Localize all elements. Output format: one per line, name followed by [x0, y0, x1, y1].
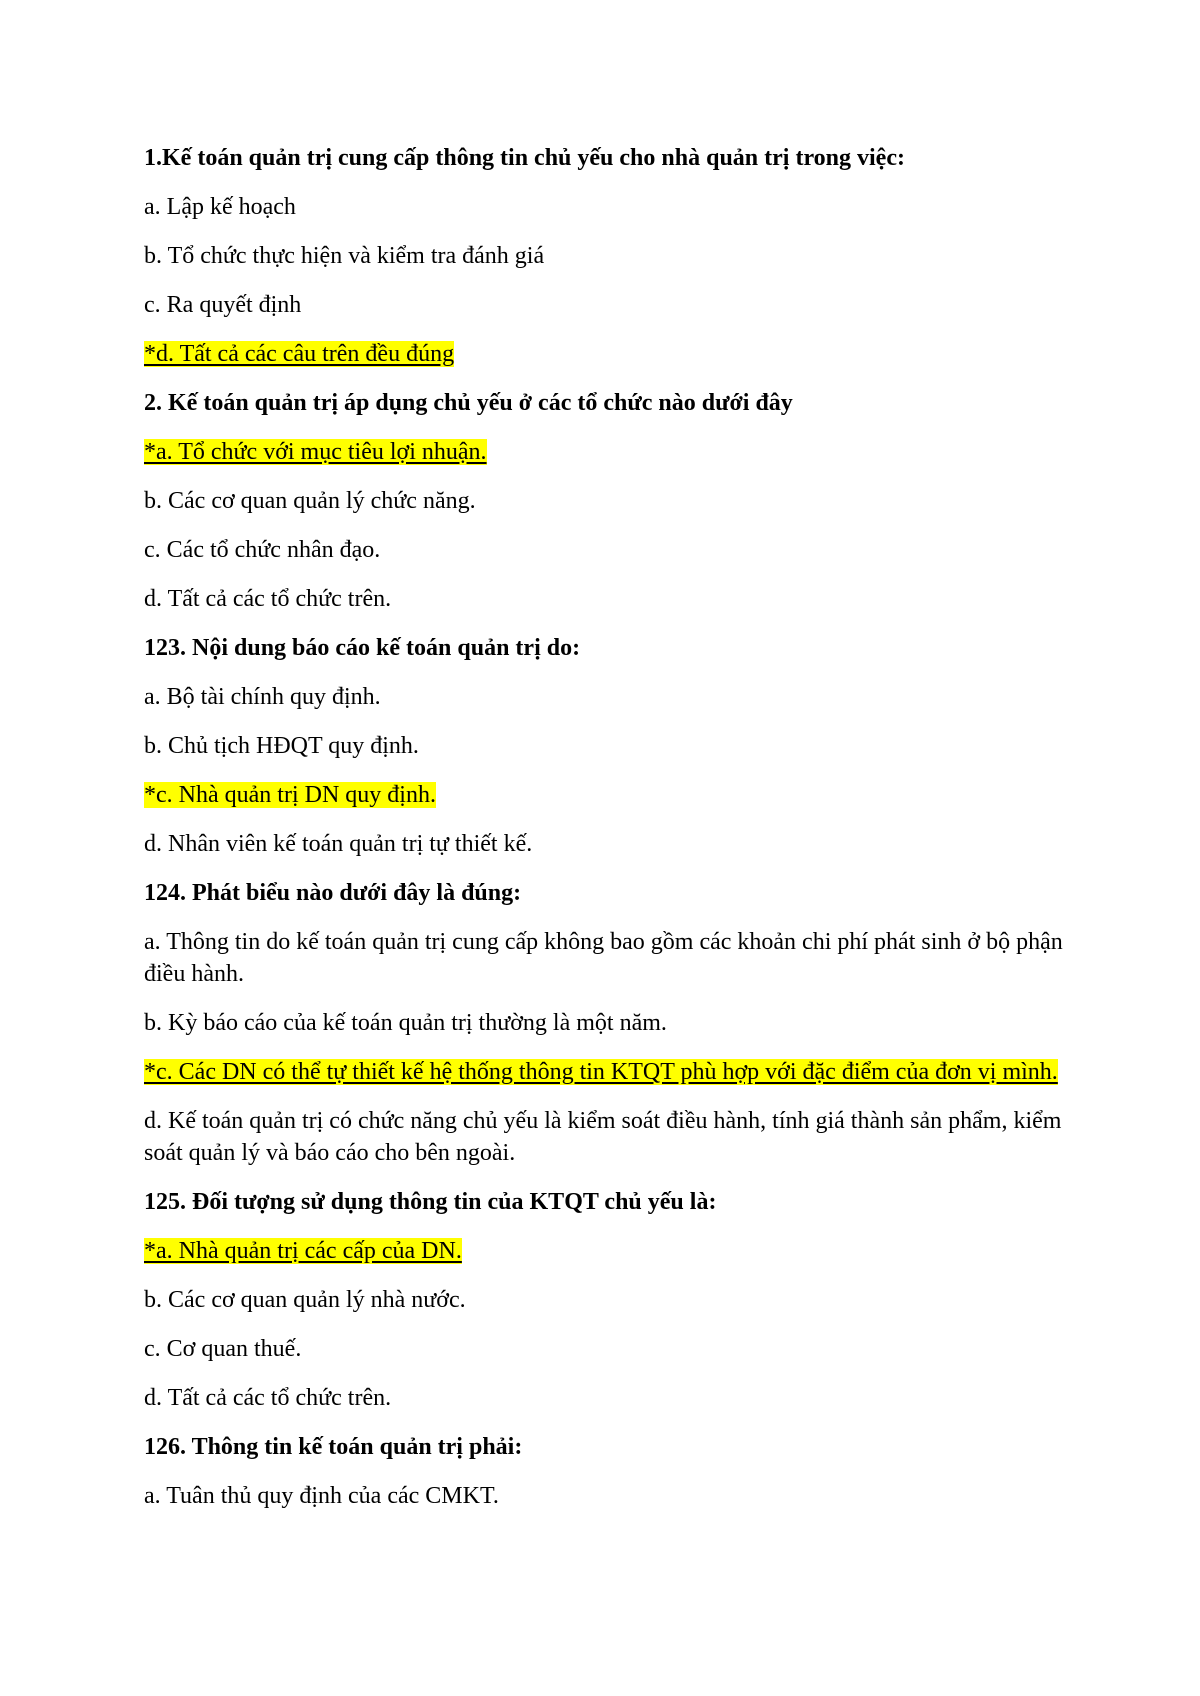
answer-option: a. Bộ tài chính quy định. — [144, 684, 381, 710]
answer-option: b. Chủ tịch HĐQT quy định. — [144, 733, 419, 759]
correct-answer: *c. Nhà quản trị DN quy định. — [144, 782, 436, 808]
question-title: 125. Đối tượng sử dụng thông tin của KTQT chủ yếu là: — [144, 1189, 717, 1215]
answer-option: b. Các cơ quan quản lý chức năng. — [144, 488, 476, 514]
question-125 — [144, 1186, 1064, 1414]
question-1 — [144, 142, 1064, 370]
answer-option: c. Các tổ chức nhân đạo. — [144, 537, 381, 563]
answer-option: a. Lập kế hoạch — [144, 194, 296, 220]
question-list — [144, 142, 1064, 1529]
question-title: 124. Phát biểu nào dưới đây là đúng: — [144, 880, 522, 906]
question-2 — [144, 387, 1064, 615]
answer-option: d. Nhân viên kế toán quản trị tự thiết kế. — [144, 831, 533, 857]
question-title: 1.Kế toán quản trị cung cấp thông tin chủ yếu cho nhà quản trị trong việc: — [144, 145, 905, 171]
answer-option: a. Tuân thủ quy định của các CMKT. — [144, 1483, 499, 1509]
correct-answer: *a. Tổ chức với mục tiêu lợi nhuận. — [144, 439, 487, 465]
question-124 — [144, 877, 1064, 1169]
correct-answer: *a. Nhà quản trị các cấp của DN. — [144, 1238, 462, 1264]
question-126 — [144, 1431, 1064, 1512]
correct-answer: *d. Tất cả các câu trên đều đúng — [144, 341, 455, 367]
answer-option: c. Ra quyết định — [144, 292, 302, 318]
correct-answer: *c. Các DN có thể tự thiết kế hệ thống thông tin KTQT phù hợp với đặc điểm của đơn vị mình. — [144, 1059, 1058, 1085]
question-123 — [144, 632, 1064, 860]
answer-option: b. Các cơ quan quản lý nhà nước. — [144, 1287, 466, 1313]
answer-option: c. Cơ quan thuế. — [144, 1336, 302, 1362]
question-title: 2. Kế toán quản trị áp dụng chủ yếu ở các tổ chức nào dưới đây — [144, 390, 793, 416]
question-title: 123. Nội dung báo cáo kế toán quản trị do: — [144, 635, 581, 661]
answer-option: a. Thông tin do kế toán quản trị cung cấp không bao gồm các khoản chi phí phát sinh ở bộ phận điều hành. — [144, 929, 1063, 987]
answer-option: b. Tổ chức thực hiện và kiểm tra đánh giá — [144, 243, 545, 269]
answer-option: b. Kỳ báo cáo của kế toán quản trị thường là một năm. — [144, 1010, 667, 1036]
answer-option: d. Tất cả các tổ chức trên. — [144, 1385, 392, 1411]
answer-option: d. Tất cả các tổ chức trên. — [144, 586, 392, 612]
answer-option: d. Kế toán quản trị có chức năng chủ yếu là kiểm soát điều hành, tính giá thành sản phẩm, kiểm soát quản lý và báo cáo cho bên ngoài. — [144, 1108, 1062, 1166]
question-title: 126. Thông tin kế toán quản trị phải: — [144, 1434, 523, 1460]
